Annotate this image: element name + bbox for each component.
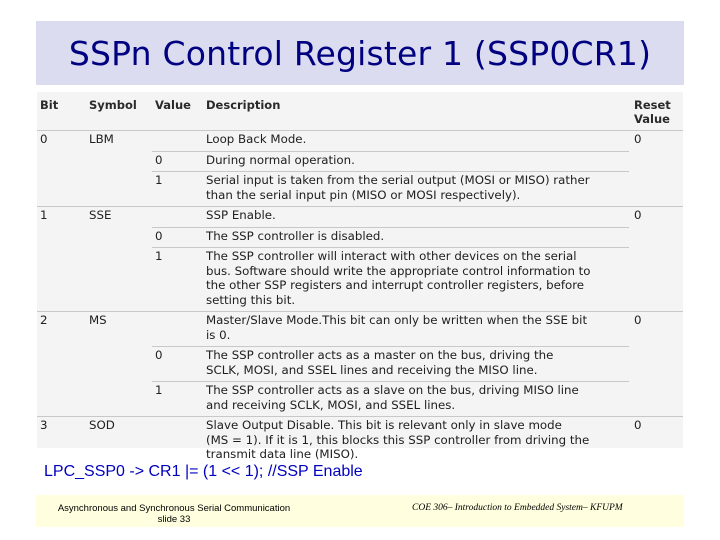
- code-example: LPC_SSP0 -> CR1 |= (1 << 1); //SSP Enable: [44, 463, 363, 480]
- cell-symbol: SSE: [89, 208, 112, 222]
- cell-reset: 0: [634, 208, 642, 222]
- row-divider: [152, 227, 629, 228]
- row-divider: [37, 416, 683, 417]
- cell-value: 1: [155, 173, 163, 187]
- row-divider: [152, 171, 629, 172]
- cell-value: 0: [155, 228, 163, 243]
- cell-reset: 0: [634, 132, 642, 146]
- cell-symbol: LBM: [89, 132, 114, 146]
- cell-description-line: is 0.: [206, 327, 231, 342]
- cell-description-line: bus. Software should write the appropriate control information to: [206, 263, 591, 278]
- cell-description-line: The SSP controller acts as a master on the bus, driving the: [206, 348, 554, 362]
- cell-value: 1: [155, 249, 163, 263]
- cell-description-line: SCLK, MOSI, and SSEL lines and receiving the MISO line.: [206, 362, 538, 377]
- cell-bit: 0: [40, 132, 48, 146]
- header-reset-line1: Reset: [634, 98, 671, 112]
- cell-description-line: transmit data line (MISO).: [206, 447, 359, 461]
- header-symbol: Symbol: [89, 98, 137, 112]
- header-description: Description: [206, 98, 281, 112]
- cell-description-line: The SSP controller will interact with other devices on the serial: [206, 249, 577, 263]
- row-divider: [152, 247, 629, 248]
- footer-course-title: COE 306– Introduction to Embedded System– KFUPM: [412, 503, 623, 513]
- cell-bit: 1: [40, 208, 48, 222]
- cell-reset: 0: [634, 313, 642, 327]
- footer-topic: Asynchronous and Synchronous Serial Communication: [57, 503, 291, 514]
- cell-description-line: The SSP controller acts as a slave on the bus, driving MISO line: [206, 383, 579, 397]
- cell-description-line: and receiving SCLK, MOSI, and SSEL lines.: [206, 397, 456, 412]
- row-divider: [37, 130, 683, 131]
- header-reset-line2: Value: [634, 112, 670, 126]
- cell-description-line: (MS = 1). If it is 1, this blocks this SSP controller from driving the: [206, 432, 590, 447]
- cell-symbol: SOD: [89, 418, 115, 432]
- cell-description-line: During normal operation.: [206, 152, 355, 167]
- cell-description-line: setting this bit.: [206, 292, 296, 307]
- cell-bit: 3: [40, 418, 48, 432]
- cell-description-line: Serial input is taken from the serial output (MOSI or MISO) rather: [206, 173, 590, 187]
- cell-value: 0: [155, 348, 163, 362]
- cell-reset: 0: [634, 418, 642, 432]
- cell-description-line: the other SSP registers and interrupt controller registers, before: [206, 278, 585, 292]
- row-divider: [37, 206, 683, 207]
- row-divider: [37, 311, 683, 312]
- cell-bit: 2: [40, 313, 48, 327]
- footer-slide-number: slide 33: [157, 514, 191, 525]
- cell-value: 1: [155, 383, 163, 397]
- cell-description-line: Loop Back Mode.: [206, 132, 307, 146]
- header-bit: Bit: [40, 98, 59, 112]
- footer-course-info: [44, 503, 304, 525]
- header-value: Value: [155, 98, 191, 112]
- cell-value: 0: [155, 152, 163, 167]
- cell-description-line: SSP Enable.: [206, 208, 276, 222]
- row-divider: [152, 381, 629, 382]
- register-table: [37, 92, 683, 461]
- cell-symbol: MS: [89, 313, 107, 327]
- cell-description-line: Master/Slave Mode.This bit can only be written when the SSE bit: [206, 313, 588, 327]
- row-divider: [152, 151, 629, 152]
- row-divider: [152, 346, 629, 347]
- slide-title-bar: [36, 21, 684, 85]
- cell-description-line: Slave Output Disable. This bit is relevant only in slave mode: [206, 418, 562, 432]
- cell-description-line: than the serial input pin (MISO or MOSI respectively).: [206, 187, 521, 202]
- slide-title: SSPn Control Register 1 (SSP0CR1): [68, 33, 652, 73]
- cell-description-line: The SSP controller is disabled.: [206, 228, 385, 243]
